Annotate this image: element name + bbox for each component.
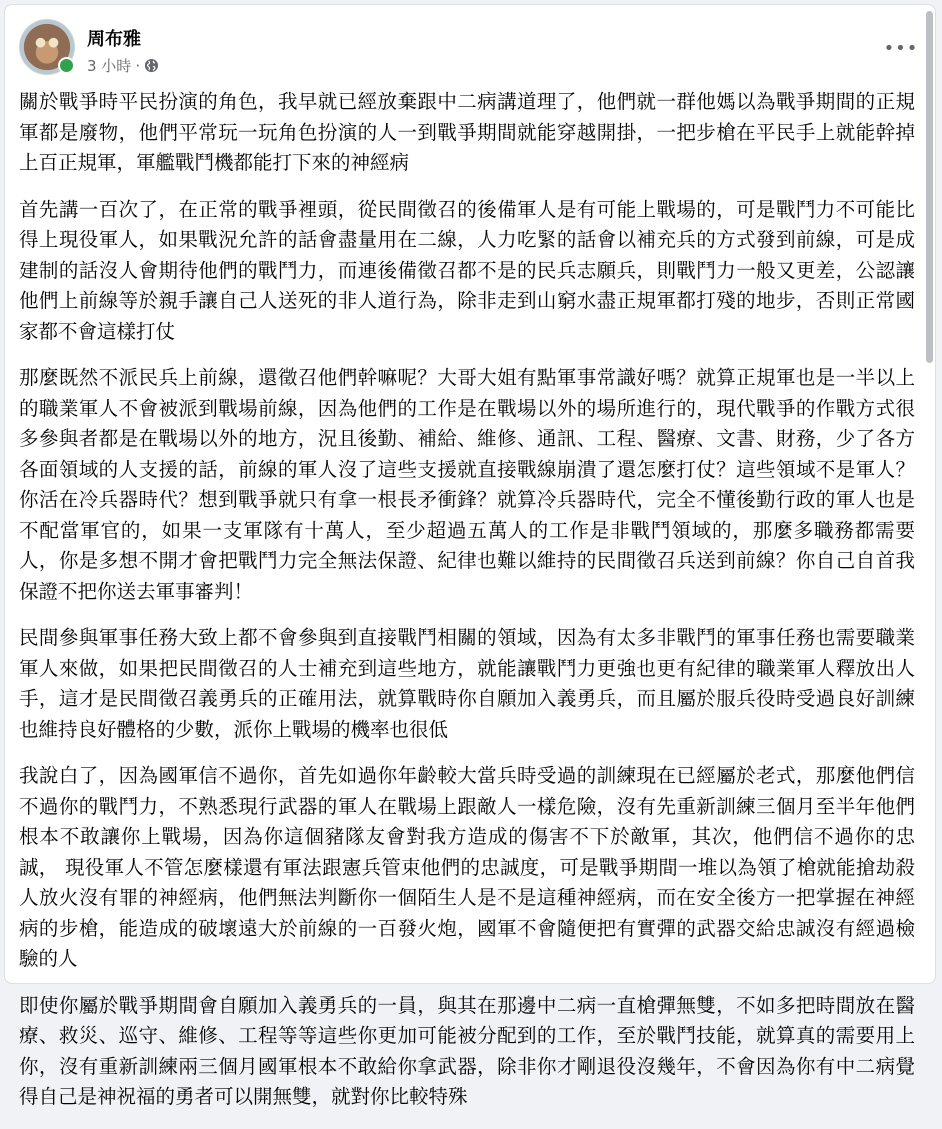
post-paragraph: 即使你屬於戰爭期間會自願加入義勇兵的一員，與其在那邊中二病一直槍彈無雙，不如多把時間放在醫療、救災、巡守、維修、工程等等這些你更加可能被分配到的工作，至於戰鬥技能，就算真的需要用上你，沒有重新訓練兩三個月國軍根本不敢給你拿武器，除非你才剛退役沒幾年，不會因為你有中二病覺得自己是神祝福的勇者可以開無雙，就對你比較特殊: [19, 993, 915, 1108]
scrollbar[interactable]: [926, 11, 933, 363]
more-options-button[interactable]: [883, 31, 919, 67]
post-header: [5, 5, 935, 85]
globe-icon[interactable]: [144, 58, 159, 73]
post-paragraph: 首先講一百次了，在正常的戰爭裡頭，從民間徵召的後備軍人是有可能上戰場的，可是戰鬥力不可能比得上現役軍人，如果戰況允許的話會盡量用在二線，人力吃緊的話會以補充兵的方式發到前線，可是成建制的話沒人會期待他們的戰鬥力，而連後備徵召都不是的民兵志願兵，則戰鬥力一般又更差，公認讓他們上前線等於親手讓自己人送死的非人道行為，除非走到山窮水盡正規軍都打殘的地步，否則正常國家都不會這樣打仗: [19, 197, 915, 343]
author-name[interactable]: 周布雅: [87, 29, 141, 50]
post-card: [4, 4, 936, 1108]
online-status-icon: [58, 57, 75, 74]
post-body: [19, 87, 915, 1129]
meta-separator: ·: [135, 56, 141, 75]
post-paragraph: 民間參與軍事任務大致上都不會參與到直接戰鬥相關的領域，因為有太多非戰鬥的軍事任務也需要職業軍人來做，如果把民間徵召的人士補充到這些地方，就能讓戰鬥力更強也更有紀律的職業軍人釋放出人手，這才是民間徵召義勇兵的正確用法，就算戰時你自願加入義勇兵，而且屬於服兵役時受過良好訓練也維持良好體格的少數，派你上戰場的機率也很低: [19, 626, 915, 741]
more-horizontal-icon: •••: [883, 38, 919, 59]
post-paragraph: 我說白了，因為國軍信不過你，首先如過你年齡較大當兵時受過的訓練現在已經屬於老式，那麼他們信不過你的戰鬥力，不熟悉現行武器的軍人在戰場上跟敵人一樣危險，沒有先重新訓練三個月至半年他們根本不敢讓你上戰場，因為你這個豬隊友會對我方造成的傷害不下於敵軍，其次，他們信不過你的忠誠， 現役軍人不管怎麼樣還有軍法跟憲兵管束他們的忠誠度，可是戰爭期間一堆以為領了槍就能搶劫殺人放火沒有罪的神經病，他們無法判斷你一個陌生人是不是這種神經病，而在安全後方一把掌握在神經病的步槍，能造成的破壞遠大於前線的一百發火炮，國軍不會隨便把有實彈的武器交給忠誠沒有經過檢驗的人: [19, 764, 915, 970]
post-paragraph: 那麼既然不派民兵上前線，還徵召他們幹嘛呢？大哥大姐有點軍事常識好嗎？就算正規軍也是一半以上的職業軍人不會被派到戰場前線，因為他們的工作是在戰場以外的場所進行的，現代戰爭的作戰方式很多參與者都是在戰場以外的地方，況且後勤、補給、維修、通訊、工程、醫療、文書、財務，少了各方各面領域的人支援的話，前線的軍人沒了這些支援就直接戰線崩潰了還怎麼打仗？這些領域不是軍人？你活在冷兵器時代？想到戰爭就只有拿一根長矛衝鋒？就算冷兵器時代，完全不懂後勤行政的軍人也是不配當軍官的，如果一支軍隊有十萬人，至少超過五萬人的工作是非戰鬥領域的，那麼多職務都需要人，你是多想不開才會把戰鬥力完全無法保證、紀律也難以維持的民間徵召兵送到前線？你自己自首我保證不把你送去軍事審判！: [19, 366, 915, 603]
post-paragraph: 關於戰爭時平民扮演的角色，我早就已經放棄跟中二病講道理了，他們就一群他媽以為戰爭期間的正規軍都是廢物，他們平常玩一玩角色扮演的人一到戰爭期間就能穿越開掛，一把步槍在平民手上就能幹掉上百正規軍，軍艦戰鬥機都能打下來的神經病: [19, 90, 915, 174]
post-meta: [87, 55, 159, 76]
avatar[interactable]: [19, 19, 75, 75]
post-time[interactable]: 3 小時: [87, 57, 132, 75]
